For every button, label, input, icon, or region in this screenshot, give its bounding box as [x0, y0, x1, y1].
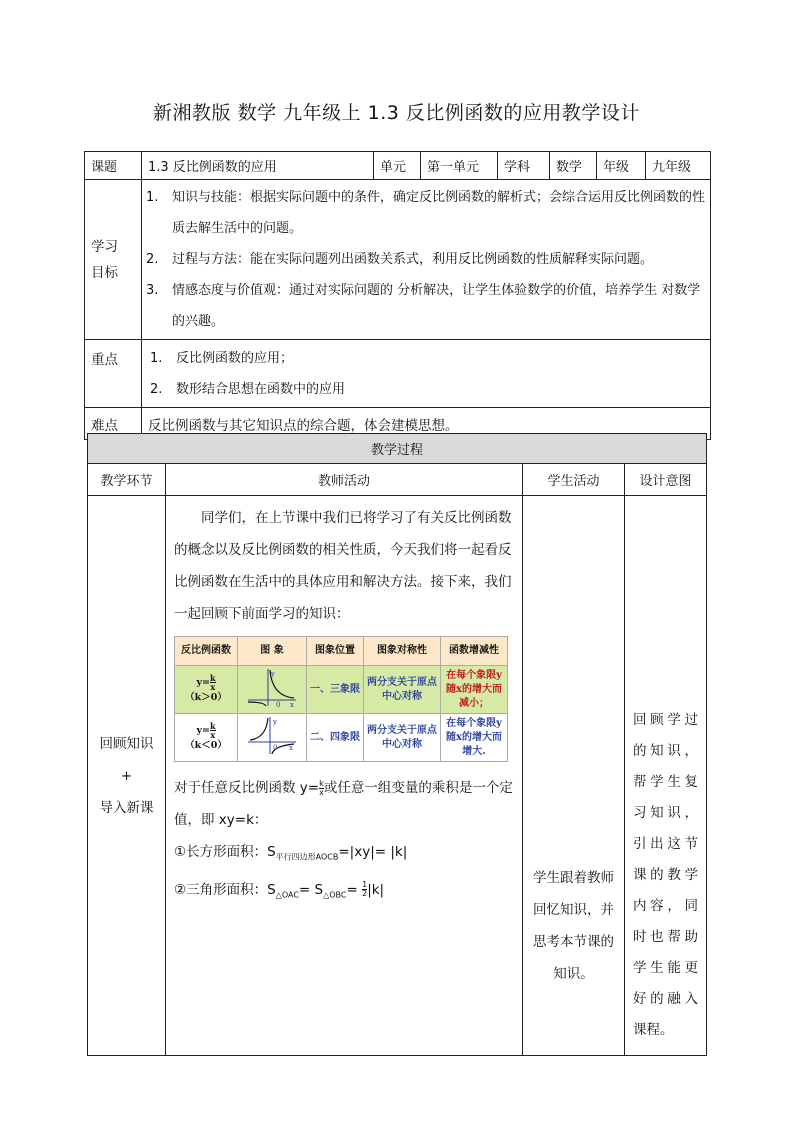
difficulty-label: 难点 [85, 408, 142, 440]
func-fraction [210, 674, 216, 691]
formula-text: 或任意一组变量的乘积是一个定值，即 xy=k： [174, 780, 513, 828]
mini-graph-cell [238, 666, 307, 714]
focus-num: 2. [150, 381, 163, 397]
mini-header-row [175, 637, 508, 666]
col-teacher: 教师活动 [166, 464, 523, 496]
subject-label: 学科 [498, 152, 550, 180]
col-student: 学生活动 [523, 464, 625, 496]
frac-num: k [209, 673, 216, 683]
focus-num: 1. [150, 350, 163, 366]
formula-subscript: △OAC [275, 890, 299, 900]
lesson-info-table [84, 151, 711, 440]
rect-area-formula [174, 836, 514, 874]
focus-label: 重点 [85, 340, 142, 408]
func-prefix: y= [196, 725, 210, 736]
mini-function [175, 666, 238, 714]
frac-num: k [209, 721, 216, 731]
goals-label [85, 180, 142, 340]
goal-text: 过程与方法：能在实际问题列出函数关系式，利用反比例函数的性质解释实际问题。 [172, 252, 654, 267]
teacher-intro: 同学们，在上节课中我们已将学习了有关反比例函数的概念以及反比例函数的相关性质，今天我们将一起看反比例函数在生活中的具体应用和解决方法。接下来，我们一起回顾下前面学习的知识： [174, 510, 512, 622]
hyperbola-positive-graph [242, 666, 302, 708]
formula-text: |k| [367, 881, 385, 898]
axis-y-label: y [271, 670, 275, 678]
goals-content [142, 180, 711, 340]
frac-den: x [319, 787, 324, 797]
unit-value: 第一单元 [421, 152, 498, 180]
goal-item [142, 182, 706, 244]
col-design: 设计意图 [625, 464, 707, 496]
hyperbola-negative-graph [242, 714, 302, 756]
mini-position: 一、三象限 [307, 666, 364, 714]
grade-label: 年级 [597, 152, 646, 180]
goals-list [142, 182, 706, 337]
focus-text: 数形结合思想在函数中的应用 [176, 381, 346, 397]
formula-text: 对于任意反比例函数 y= [174, 780, 320, 796]
mini-graph-cell [238, 714, 307, 762]
frac-num: 1 [362, 880, 368, 890]
teacher-activity [166, 496, 523, 1056]
mini-header: 图象位置 [307, 637, 364, 666]
subject-value: 数学 [550, 152, 597, 180]
curve-branch [250, 718, 268, 740]
mini-row-positive [175, 666, 508, 714]
topic-value: 1.3 反比例函数的应用 [142, 152, 374, 180]
mini-symmetry: 两分支关于原点中心对称 [364, 714, 441, 762]
process-header: 教学过程 [88, 434, 707, 464]
formula-text: ②三角形面积：S [174, 881, 276, 898]
formula-text: = S [298, 881, 324, 898]
axis-origin-label: 0 [273, 744, 278, 752]
goal-num: 3. [146, 283, 159, 298]
difficulty-text: 反比例函数与其它知识点的综合题，体会建模思想。 [142, 408, 711, 440]
stage-cell [88, 496, 166, 1056]
teaching-process-table [87, 433, 707, 1056]
mini-header: 反比例函数 [175, 637, 238, 666]
func-fraction [210, 722, 216, 739]
mini-header: 图 象 [238, 637, 307, 666]
goal-item [142, 244, 706, 275]
func-condition: （k＜0） [185, 740, 227, 751]
goal-text: 知识与技能：根据实际问题中的条件，确定反比例函数的解析式；会综合运用反比例函数的性质去解生活中的问题。 [172, 190, 706, 236]
triangle-area-formula [174, 874, 514, 912]
teacher-formula-intro [174, 772, 514, 836]
func-prefix: y= [196, 677, 210, 688]
formula-text: = [346, 881, 358, 898]
mini-trend: 在每个象限y随x的增大而减小； [441, 666, 508, 714]
mini-position: 二、四象限 [307, 714, 364, 762]
student-activity: 学生跟着教师回忆知识，并思考本节课的知识。 [523, 496, 625, 1056]
goal-text: 情感态度与价值观：通过对实际问题的 分析解决，让学生体验数学的价值，培养学生 对数学的兴趣。 [172, 283, 701, 329]
focus-row [85, 340, 711, 408]
process-header-row [88, 434, 707, 464]
process-row [88, 496, 707, 1056]
goal-item [142, 275, 706, 337]
design-intent: 回顾学过的知识，帮学生复习知识，引出这节课的教学内容，同时也帮助学生能更好的融入课程。 [625, 496, 707, 1056]
col-stage: 教学环节 [88, 464, 166, 496]
mini-row-negative [175, 714, 508, 762]
review-summary-image [174, 636, 508, 762]
frac-den: 2 [362, 889, 368, 899]
frac-num: k [319, 778, 324, 788]
goal-num: 1. [146, 190, 159, 205]
lesson-meta-row [85, 152, 711, 180]
mini-trend: 在每个象限y随x的增大而增大. [441, 714, 508, 762]
stage-line: 导入新课 [99, 799, 154, 816]
axis-x-label: x [290, 701, 294, 708]
curve-branch [248, 702, 266, 706]
mini-header: 函数增减性 [441, 637, 508, 666]
topic-label: 课题 [85, 152, 142, 180]
stage-plus: + [120, 767, 133, 784]
axis-x-label: x [289, 744, 293, 752]
frac-den: x [210, 730, 216, 740]
process-columns-row [88, 464, 707, 496]
formula-subscript: 平行四边形AOCB [275, 852, 339, 862]
goals-row [85, 180, 711, 340]
focus-text: 反比例函数的应用； [176, 350, 294, 366]
formula-text: ①长方形面积：S [174, 844, 276, 860]
formula-subscript: △OBC [323, 890, 347, 900]
func-condition: （k＞0） [185, 692, 227, 703]
frac-den: x [210, 682, 216, 692]
focus-item [146, 343, 706, 374]
formula-text: =|xy|= |k| [338, 844, 408, 860]
unit-label: 单元 [374, 152, 421, 180]
stage-line: 回顾知识 [99, 735, 154, 752]
goals-label-text: 学习目标 [91, 238, 118, 281]
page-title: 新湘教版 数学 九年级上 1.3 反比例函数的应用教学设计 [153, 102, 640, 124]
focus-item [146, 374, 706, 405]
focus-content [142, 340, 711, 408]
grade-value: 九年级 [646, 152, 711, 180]
goal-num: 2. [146, 252, 159, 267]
mini-symmetry: 两分支关于原点中心对称 [364, 666, 441, 714]
axis-origin-label: 0 [276, 701, 281, 708]
focus-list [146, 343, 706, 405]
mini-function [175, 714, 238, 762]
axis-y-label: y [273, 718, 277, 726]
mini-header: 图象对称性 [364, 637, 441, 666]
